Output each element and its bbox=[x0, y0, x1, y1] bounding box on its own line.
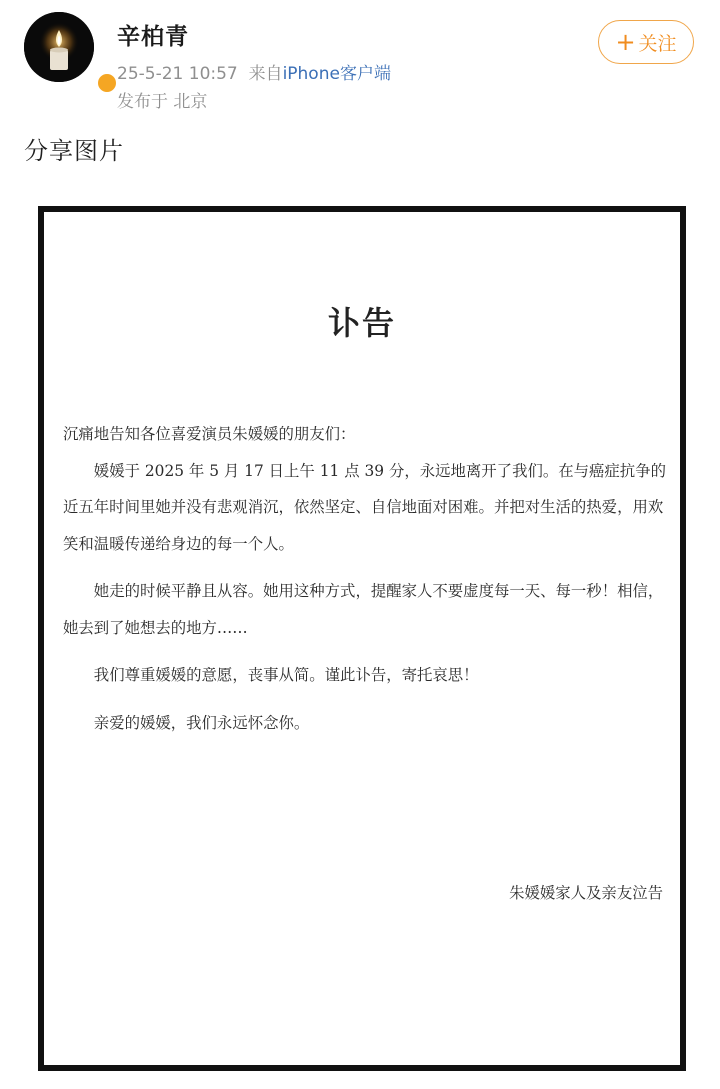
notice-body bbox=[63, 416, 667, 741]
post-location: 发布于 北京 bbox=[117, 92, 208, 112]
author-name[interactable]: 辛柏青 bbox=[117, 24, 189, 50]
post-text: 分享图片 bbox=[24, 137, 124, 165]
notice-title: 讣告 bbox=[327, 304, 396, 342]
shared-image-obituary[interactable] bbox=[38, 206, 686, 1071]
notice-paragraph: 我们尊重媛媛的意愿，丧事从简。谨此讣告，寄托哀思！ bbox=[93, 666, 479, 684]
post-date: 25-5-21 10:57 bbox=[117, 64, 238, 84]
notice-paragraph: 她走的时候平静且从容。她用这种方式，提醒家人不要虚度每一天、每一秒！相信，她去到了她想去的地方…… bbox=[63, 582, 664, 637]
notice-signature: 朱媛媛家人及亲友泣告 bbox=[509, 884, 663, 902]
plus-icon: + bbox=[615, 28, 636, 56]
source-prefix: 来自 bbox=[248, 64, 283, 84]
follow-button[interactable] bbox=[598, 20, 694, 64]
notice-paragraph: 亲爱的媛媛，我们永远怀念你。 bbox=[93, 713, 310, 732]
verified-badge-icon bbox=[96, 72, 118, 94]
notice-salutation: 沉痛地告知各位喜爱演员朱媛媛的朋友们： bbox=[63, 425, 356, 443]
avatar[interactable] bbox=[24, 12, 94, 82]
follow-label: 关注 bbox=[638, 32, 677, 55]
candle-icon bbox=[24, 12, 94, 82]
post-meta bbox=[117, 59, 391, 84]
notice-paragraph: 媛媛于 2025 年 5 月 17 日上午 11 点 39 分，永远地离开了我们。在与癌症抗争的近五年时间里她并没有悲观消沉，依然坚定、自信地面对困难。并把对生活的热爱，用欢笑和温暖传递给身边的每一个人。 bbox=[63, 461, 666, 553]
source-device-link[interactable]: iPhone客户端 bbox=[282, 64, 391, 84]
